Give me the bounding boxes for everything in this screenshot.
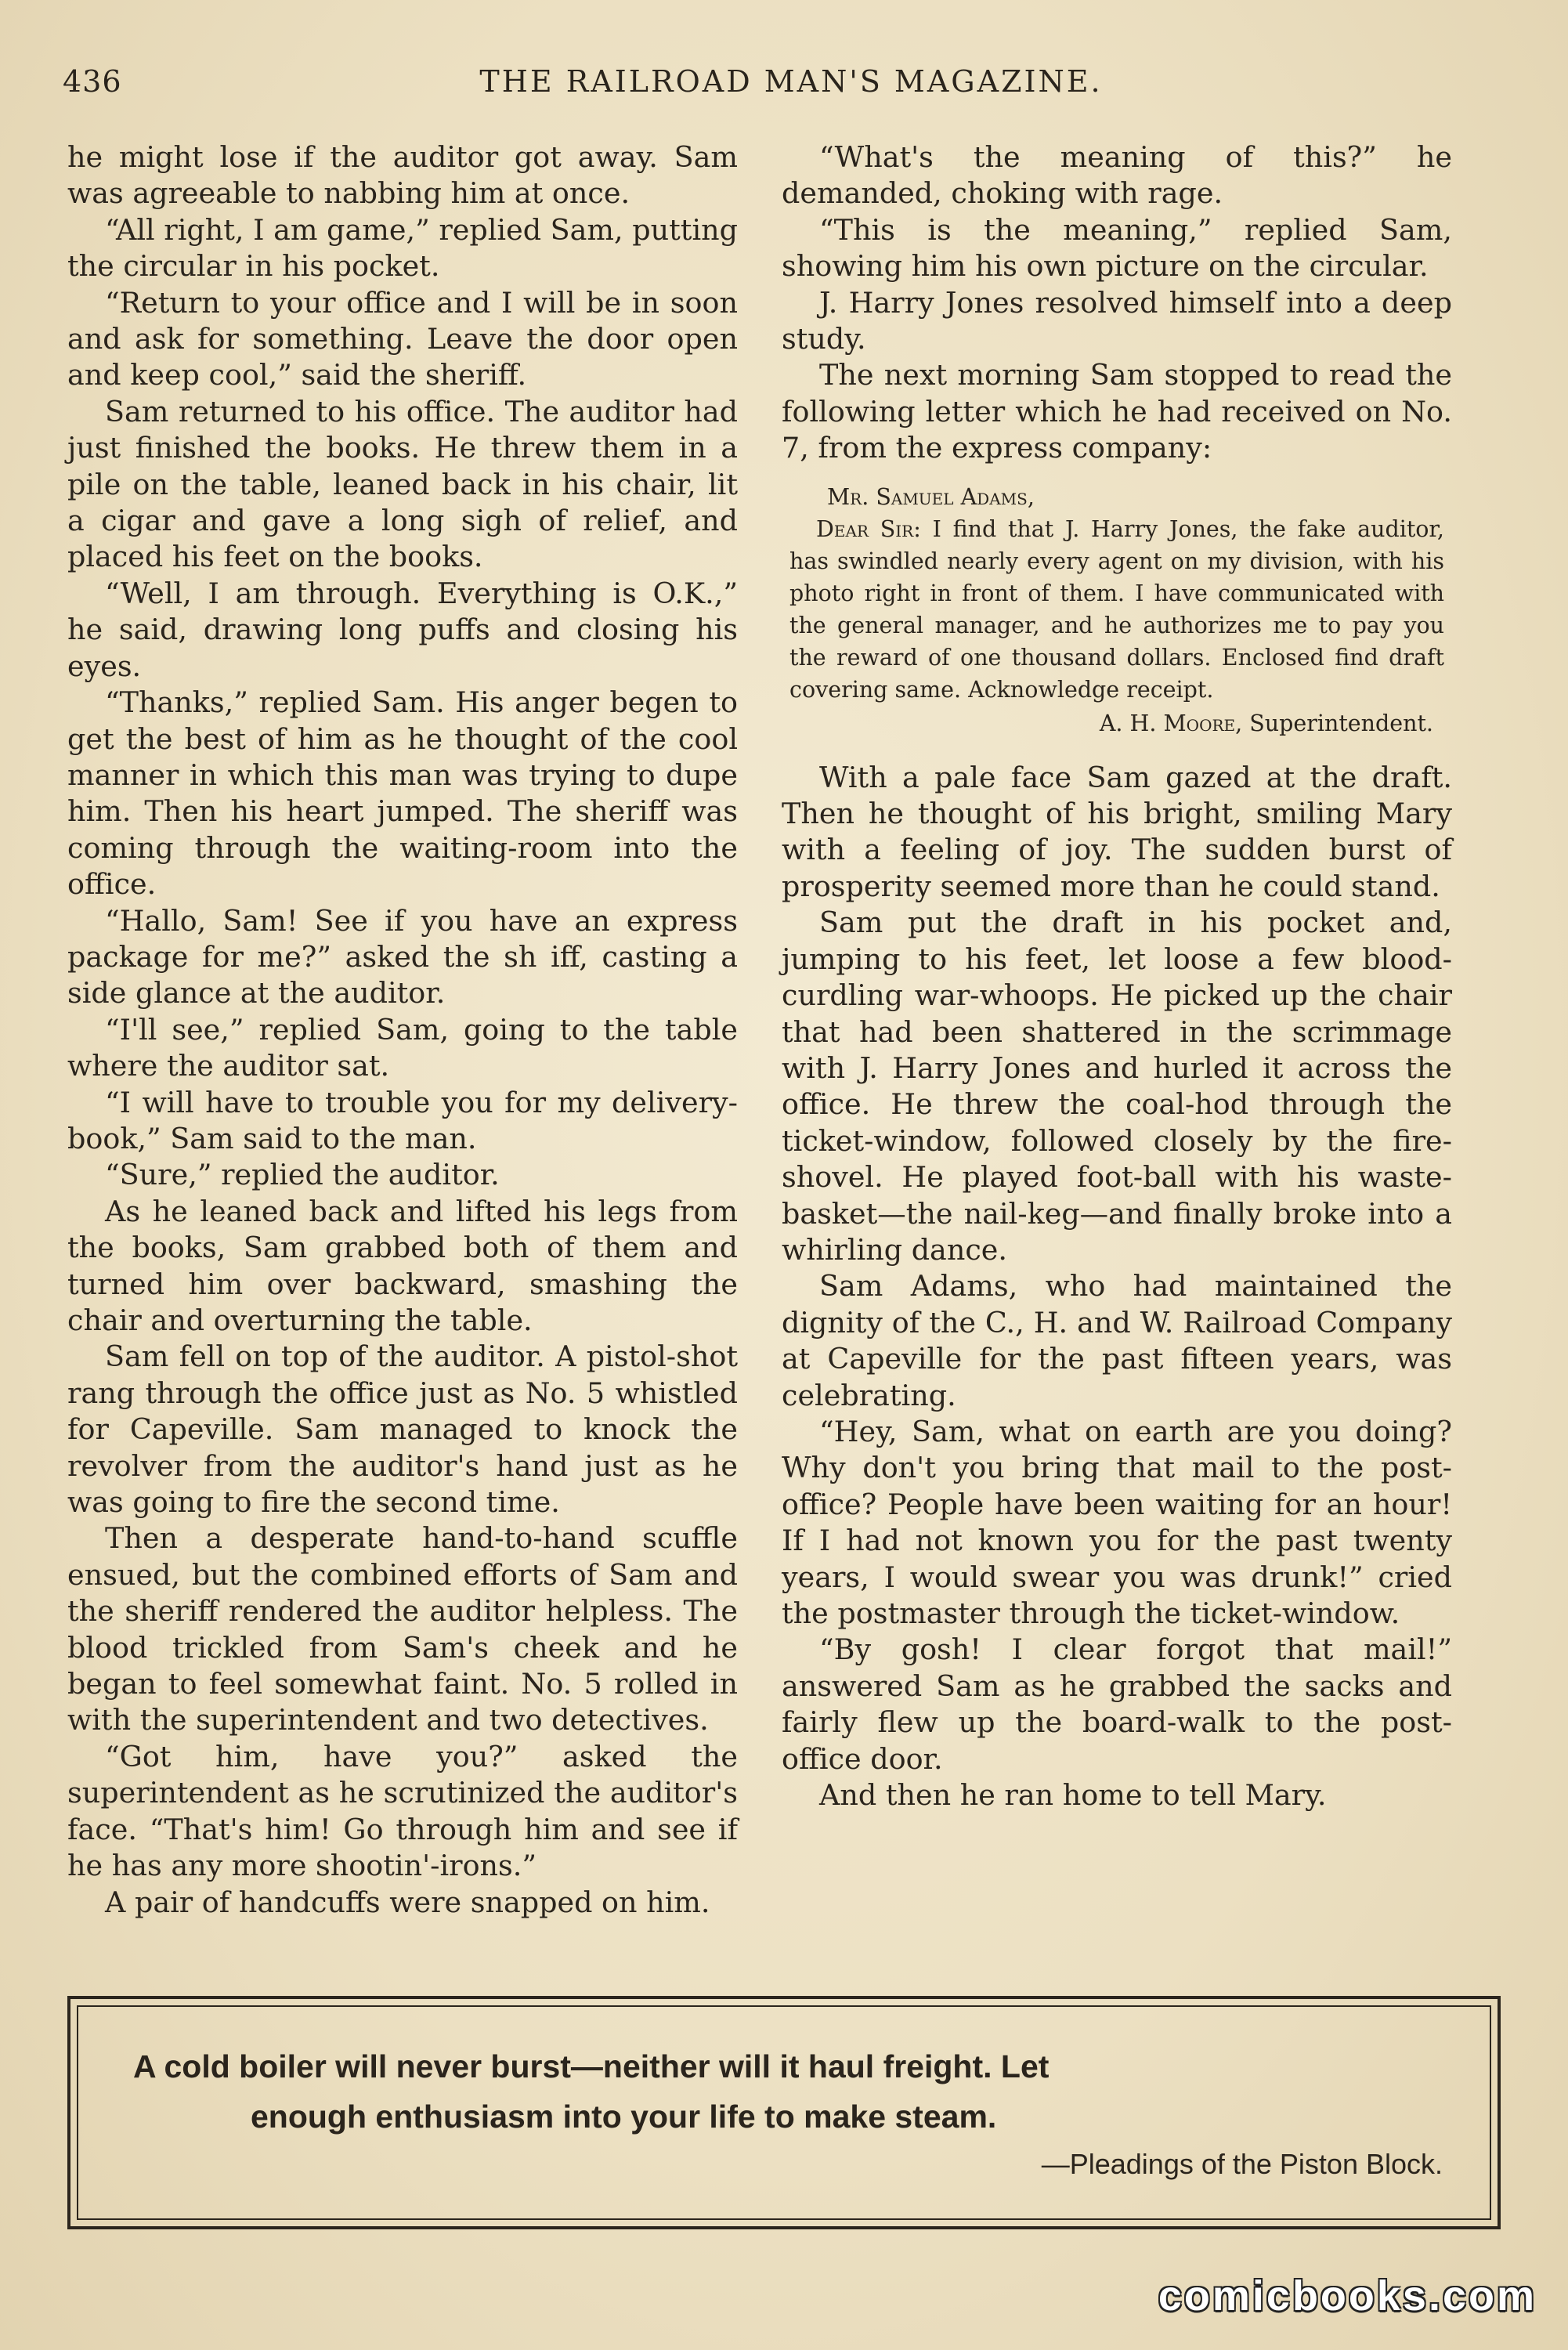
paragraph: “Hallo, Sam! See if you have an express package for me?” asked the sh iff, casting a side glance at the auditor.	[67, 903, 738, 1010]
paragraph: Then a desperate hand-to-hand scuffle ensued, but the combined efforts of Sam and the sheriff rendered the auditor helpless. The blood trickled from Sam's cheek and he began to feel somewhat faint. No. 5 rolled in with the superintendent and two detectives.	[67, 1521, 738, 1737]
signature-title: Superintendent.	[1249, 710, 1433, 736]
paragraph: “This is the meaning,” replied Sam, showing him his own picture on the circular.	[782, 212, 1452, 284]
paragraph: Sam Adams, who had maintained the dignity of the C., H. and W. Railroad Company at Capeville for the past fifteen years, was celebrating.	[782, 1269, 1452, 1412]
paragraph: “I will have to trouble you for my delivery-book,” Sam said to the man.	[67, 1085, 738, 1155]
quote-line-2: enough enthusiasm into your life to make steam.	[251, 2099, 997, 2135]
paragraph: “Thanks,” replied Sam. His anger begen to get the best of him as he thought of the cool manner in which this man was trying to dupe him. Then his heart jumped. The sheriff was coming through the waiting-room into the office.	[67, 685, 738, 902]
page-header	[63, 64, 1519, 111]
paragraph: “Well, I am through. Everything is O.K.,” he said, drawing long puffs and closing his eyes.	[67, 576, 738, 683]
left-column	[67, 139, 738, 1921]
paragraph: With a pale face Sam gazed at the draft. Then he thought of his bright, smiling Mary with a feeling of joy. The sudden burst of prosperity seemed more than he could stand.	[782, 760, 1452, 903]
quote-line-1: A cold boiler will never burst—neither will it haul freight. Let	[133, 2048, 1050, 2084]
paragraph: “All right, I am game,” replied Sam, putting the circular in his pocket.	[67, 212, 738, 284]
paragraph: Sam fell on top of the auditor. A pistol-shot rang through the office just as No. 5 whistled for Capeville. Sam managed to knock the revolver from the auditor's hand just as he was going to fire the second time.	[67, 1340, 738, 1520]
paragraph: “Got him, have you?” asked the superintendent as he scrutinized the auditor's face. “That's him! Go through him and see if he has any more shootin'-irons.”	[67, 1739, 738, 1883]
letter-signature	[789, 707, 1444, 739]
paragraph: “By gosh! I clear forgot that mail!” answered Sam as he grabbed the sacks and fairly flew up the board-walk to the post-office door.	[782, 1632, 1452, 1776]
quote-box	[67, 1996, 1501, 2229]
paragraph: Sam put the draft in his pocket and, jumping to his feet, let loose a few blood-curdling war-whoops. He picked up the chair that had been shattered in the scrimmage with J. Harry Jones and hurled it across the office. He threw the coal-hod through the ticket-window, followed closely by the fire-shovel. He played foot-ball with his waste-basket—the nail-keg—and finally broke into a whirling dance.	[782, 906, 1452, 1267]
quote-text	[133, 2041, 1435, 2142]
paragraph: “Hey, Sam, what on earth are you doing? Why don't you bring that mail to the post-office? People have been waiting for an hour! If I had not known you for the past twenty years, I would swear you was drunk!” cried the postmaster through the ticket-window.	[782, 1414, 1452, 1630]
paragraph: “What's the meaning of this?” he demanded, choking with rage.	[782, 140, 1452, 211]
paragraph: “Sure,” replied the auditor.	[105, 1158, 500, 1192]
paragraph: As he leaned back and lifted his legs from the books, Sam grabbed both of them and turned him over backward, smashing the chair and overturning the table.	[67, 1194, 738, 1337]
letter-salutation: Dear Sir:	[816, 515, 921, 542]
letter-text: I find that J. Harry Jones, the fake auditor, has swindled nearly every agent on my division, with his photo right in front of them. I have communicated with the general manager, and he authorizes me to pay you the reward of one thousand dollars. Enclosed find draft covering same. Acknowledge receipt.	[789, 515, 1444, 703]
paragraph: “I'll see,” replied Sam, going to the table where the auditor sat.	[67, 1012, 738, 1083]
paragraph: “Return to your office and I will be in soon and ask for something. Leave the door open and keep cool,” said the sheriff.	[67, 285, 738, 392]
paragraph: And then he ran home to tell Mary.	[819, 1778, 1327, 1813]
quote-attribution: —Pleadings of the Piston Block.	[1041, 2148, 1443, 2180]
paragraph: The next morning Sam stopped to read the following letter which he had received on No. 7, from the express company:	[782, 358, 1452, 465]
paragraph: J. Harry Jones resolved himself into a deep study.	[782, 285, 1452, 356]
page-number: 436	[63, 64, 122, 99]
letter-body	[789, 513, 1444, 706]
paragraph: Sam returned to his office. The auditor had just finished the books. He threw them in a pile on the table, leaned back in his chair, lit a cigar and gave a long sigh of relief, and placed his feet on the books.	[67, 394, 738, 574]
signature-name: A. H. Moore,	[1099, 710, 1243, 736]
paragraph: A pair of handcuffs were snapped on him.	[105, 1885, 710, 1919]
watermark-logo: comicbooks.com	[1158, 2272, 1537, 2319]
paragraph: he might lose if the auditor got away. Sam was agreeable to nabbing him at once.	[67, 140, 738, 211]
letter-block	[789, 481, 1444, 739]
right-column	[782, 139, 1452, 1813]
running-head: THE RAILROAD MAN'S MAGAZINE.	[479, 64, 1103, 99]
letter-addressee: Mr. Samuel Adams,	[827, 483, 1035, 510]
